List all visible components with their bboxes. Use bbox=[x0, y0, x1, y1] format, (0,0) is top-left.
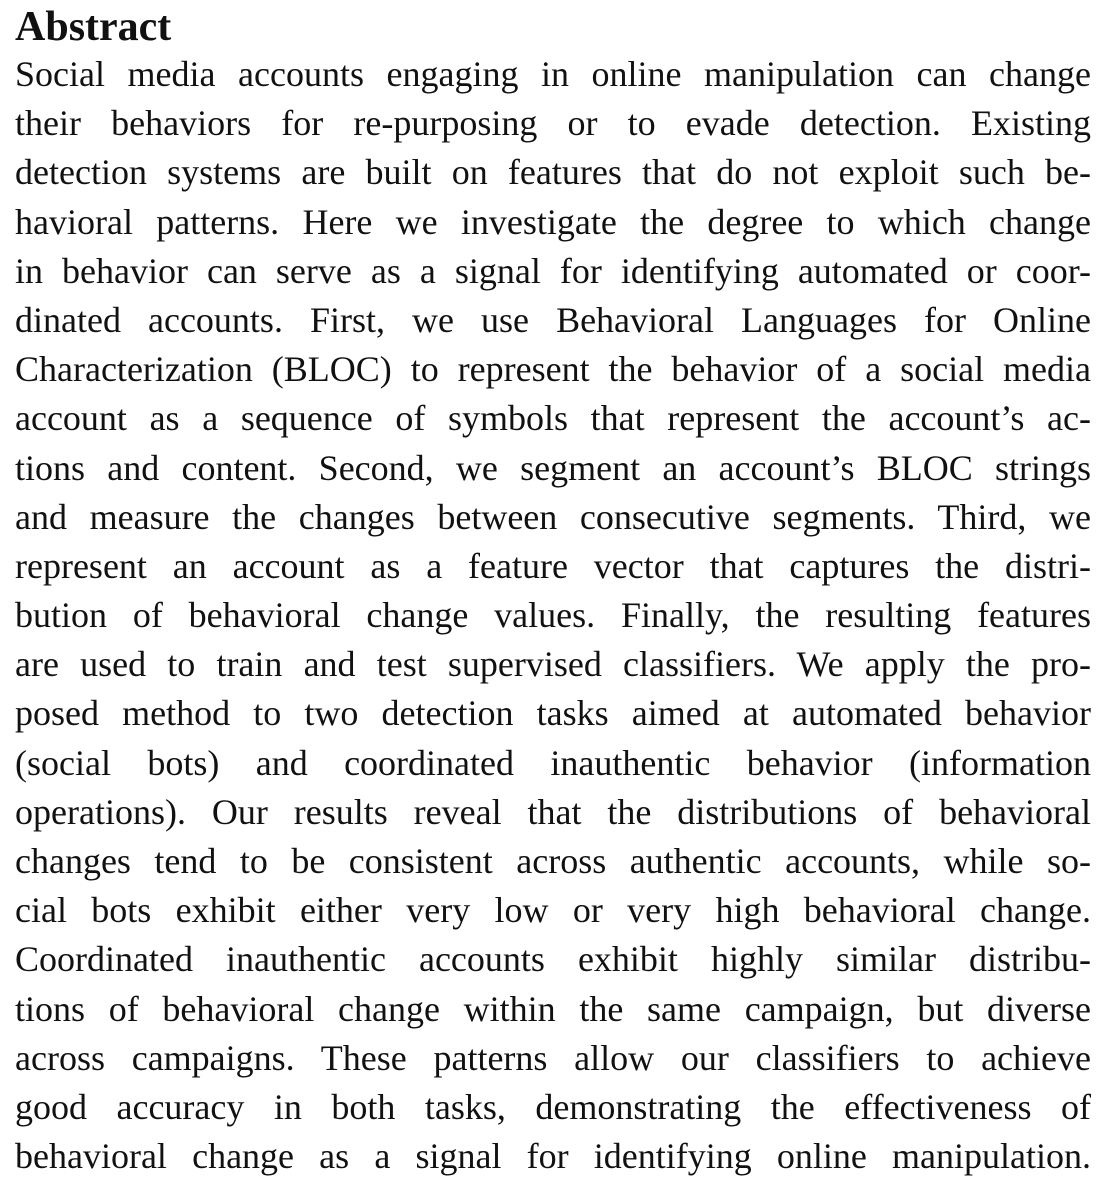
abstract-line: their behaviors for re-purposing or to evade detection. Existing bbox=[15, 103, 1091, 144]
abstract-line: Coordinated inauthentic accounts exhibit highly similar distribu- bbox=[15, 939, 1091, 980]
abstract-line: bution of behavioral change values. Finally, the resulting features bbox=[15, 595, 1091, 636]
abstract-line: dinated accounts. First, we use Behavioral Languages for Online bbox=[15, 299, 1091, 340]
abstract-line: represent an account as a feature vector that captures the distri- bbox=[15, 545, 1091, 586]
abstract-line: cial bots exhibit either very low or very high behavioral change. bbox=[15, 890, 1091, 931]
abstract-line: are used to train and test supervised classifiers. We apply the pro- bbox=[15, 644, 1091, 685]
abstract-line: posed method to two detection tasks aimed at automated behavior bbox=[15, 693, 1091, 734]
abstract-line: detection systems are built on features that do not exploit such be- bbox=[15, 152, 1091, 193]
abstract-line: changes tend to be consistent across authentic accounts, while so- bbox=[15, 841, 1091, 881]
section-heading: Abstract bbox=[15, 4, 172, 50]
abstract-line: behavioral change as a signal for identifying online manipulation. bbox=[15, 1136, 1091, 1177]
abstract-line: across campaigns. These patterns allow our classifiers to achieve bbox=[15, 1037, 1091, 1078]
abstract-paragraph bbox=[15, 50, 1091, 1181]
abstract-line: good accuracy in both tasks, demonstrating the effectiveness of bbox=[15, 1086, 1091, 1127]
abstract-line: tions of behavioral change within the same campaign, but diverse bbox=[15, 988, 1091, 1029]
abstract-line: in behavior can serve as a signal for identifying automated or coor- bbox=[15, 250, 1091, 291]
abstract-line: Characterization (BLOC) to represent the behavior of a social media bbox=[15, 349, 1091, 390]
abstract-line: Social media accounts engaging in online manipulation can change bbox=[15, 54, 1091, 94]
abstract-line: (social bots) and coordinated inauthentic behavior (information bbox=[15, 742, 1091, 783]
abstract-line: and measure the changes between consecutive segments. Third, we bbox=[15, 496, 1091, 537]
abstract-line: account as a sequence of symbols that represent the account’s ac- bbox=[15, 398, 1091, 439]
abstract-line: tions and content. Second, we segment an account’s BLOC strings bbox=[15, 447, 1091, 488]
abstract-line: operations). Our results reveal that the distributions of behavioral bbox=[15, 791, 1091, 832]
abstract-section bbox=[15, 0, 1091, 1181]
abstract-line: havioral patterns. Here we investigate the degree to which change bbox=[15, 201, 1091, 242]
